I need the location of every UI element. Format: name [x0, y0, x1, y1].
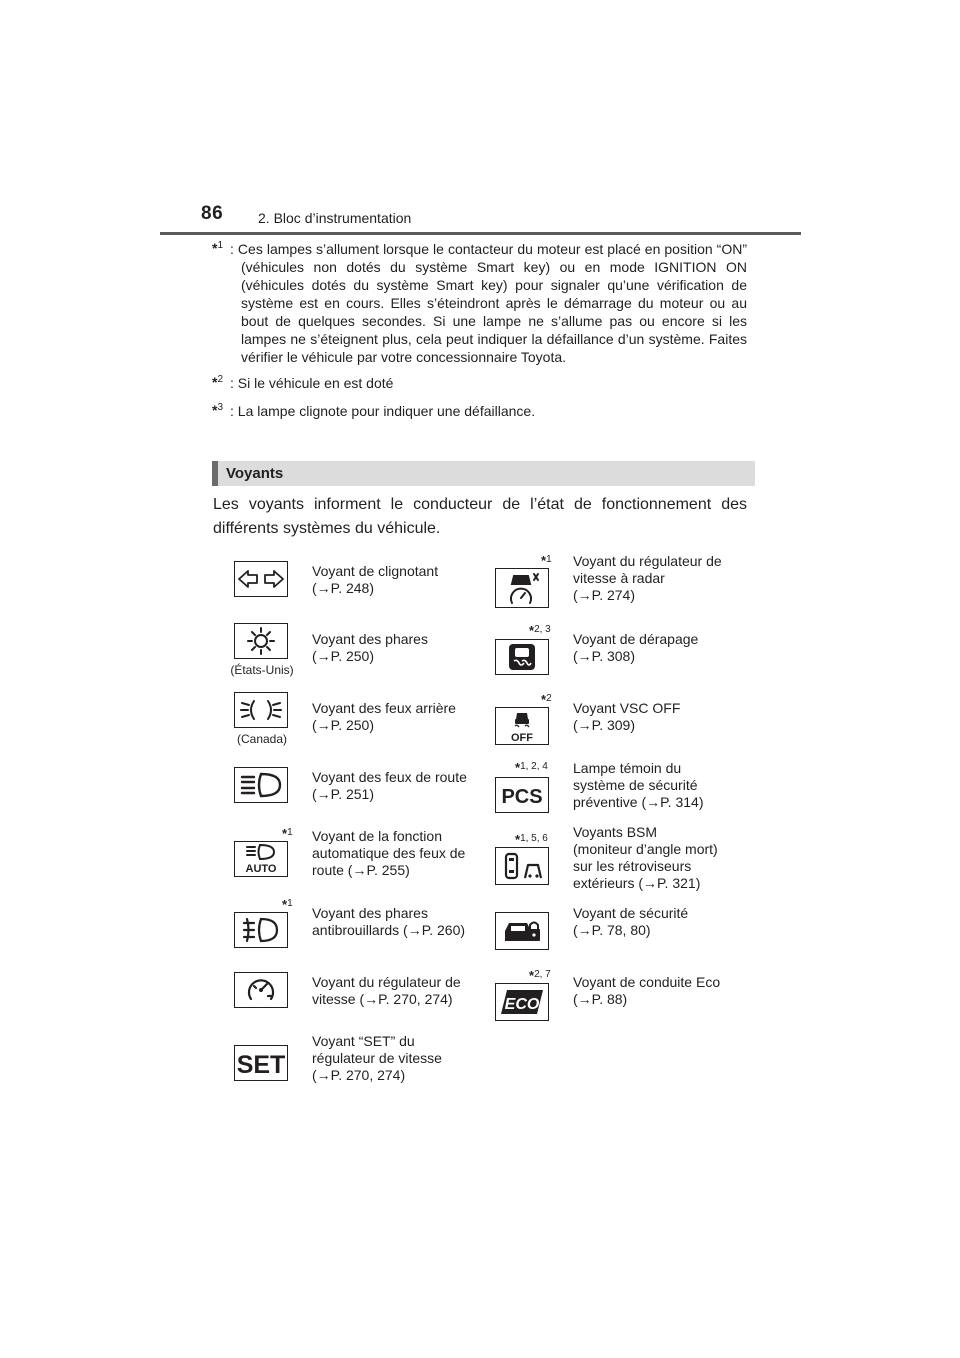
- set-icon: [234, 1045, 288, 1081]
- footnote-reference: *$^{2, 7}$: [529, 968, 551, 983]
- footnote-reference: *$^1$: [282, 897, 293, 912]
- section-heading: [212, 461, 755, 486]
- footnote-reference: *$^{1, 5, 6}$: [515, 832, 548, 847]
- footnotes: [212, 240, 747, 426]
- section-intro: Les voyants informent le conducteur de l’état de fonctionnement des différents systèmes du véhicule.: [213, 496, 747, 537]
- page-number: 86: [201, 203, 224, 224]
- indicator-description: Voyant VSC OFF (→P. 309): [573, 700, 681, 733]
- auto-high-beam-icon: [234, 841, 288, 877]
- footnote-1: [212, 240, 747, 366]
- indicator-description: Voyant de conduite Eco (→P. 88): [573, 974, 721, 1007]
- eco-icon: [495, 983, 549, 1021]
- vsc-off-icon: [495, 707, 549, 745]
- footnote-mark: *$^3$: [212, 402, 224, 418]
- indicator-description: Voyant des feux arrière (→P. 250): [312, 700, 456, 733]
- tail-light-icon: [234, 692, 288, 728]
- footnote-3: [212, 402, 747, 420]
- turn-signal-arrows-icon: [234, 561, 288, 597]
- footnote-mark: *$^2$: [212, 374, 224, 390]
- indicator-list-left: [212, 549, 482, 1109]
- footnote-text: : Si le véhicule en est doté: [230, 375, 394, 391]
- footnote-reference: *$^{1, 2, 4}$: [515, 760, 548, 775]
- indicator-description: Voyants BSM (moniteur d’angle mort) sur les rétroviseurs extérieurs (→P. 321): [573, 824, 718, 891]
- svg-text:OFF: OFF: [511, 732, 533, 743]
- security-lock-icon: [495, 912, 549, 950]
- footnote-reference: *$^2$: [541, 692, 552, 707]
- headlight-sun-icon: [234, 623, 288, 659]
- footnote-text: : La lampe clignote pour indiquer une défaillance.: [230, 403, 536, 419]
- indicator-description: Voyant des feux de route (→P. 251): [312, 769, 467, 802]
- indicator-description: Voyant de sécurité (→P. 78, 80): [573, 905, 689, 938]
- high-beam-icon: [234, 767, 288, 803]
- svg-text:SET: SET: [236, 1051, 286, 1078]
- footnote-text: : Ces lampes s’allument lorsque le contacteur du moteur est placé en position “ON” (véhicules non dotés du système Smart key) ou en mode IGNITION ON (véhicules dotés du système Smart key) pour signaler qu’une vérification de système est en cours. Elles s’éteindront après le démarrage du moteur ou au bout de quelques secondes. Si une lampe ne s’allume pas ou encore si les lampes ne s’éteignent plus, cela peut indiquer la défaillance d’un système. Faites vérifier le véhicule par votre concessionnaire Toyota.: [230, 241, 747, 365]
- radar-cruise-icon: [495, 568, 549, 608]
- indicator-description: Voyant de dérapage (→P. 308): [573, 631, 699, 664]
- slip-indicator-icon: [495, 639, 549, 675]
- bsm-icon: [495, 847, 549, 885]
- pcs-icon: [495, 777, 549, 813]
- indicator-description: Voyant des phares (→P. 250): [312, 631, 428, 664]
- footnote-mark: *$^1$: [212, 240, 224, 256]
- svg-text:ECO: ECO: [504, 996, 540, 1013]
- indicator-description: Voyant des phares antibrouillards (→P. 260): [312, 905, 466, 938]
- footnote-reference: *$^1$: [541, 553, 552, 568]
- region-label: (États-Unis): [230, 663, 294, 677]
- header-rule: [160, 232, 801, 235]
- indicator-description: Voyant de clignotant (→P. 248): [312, 563, 439, 596]
- svg-text:AUTO: AUTO: [245, 863, 277, 875]
- section-title: Voyants: [226, 465, 284, 482]
- footnote-reference: *$^1$: [282, 826, 293, 841]
- fog-light-icon: [234, 912, 288, 948]
- indicator-list-right: [493, 549, 763, 1109]
- footnote-2: [212, 374, 747, 392]
- chapter-title: 2. Bloc d’instrumentation: [258, 210, 412, 226]
- indicator-description: Lampe témoin du système de sécurité préventive (→P. 314): [573, 760, 704, 810]
- svg-text:PCS: PCS: [501, 786, 543, 808]
- indicator-description: Voyant du régulateur de vitesse à radar (→P. 274): [573, 553, 722, 603]
- indicator-description: Voyant du régulateur de vitesse (→P. 270, 274): [312, 974, 461, 1007]
- cruise-control-icon: [234, 972, 288, 1008]
- indicator-description: Voyant de la fonction automatique des feux de route (→P. 255): [312, 828, 466, 878]
- indicator-description: Voyant “SET” du régulateur de vitesse (→P. 270, 274): [312, 1033, 442, 1083]
- footnote-reference: *$^{2, 3}$: [529, 623, 551, 638]
- region-label: (Canada): [236, 732, 288, 746]
